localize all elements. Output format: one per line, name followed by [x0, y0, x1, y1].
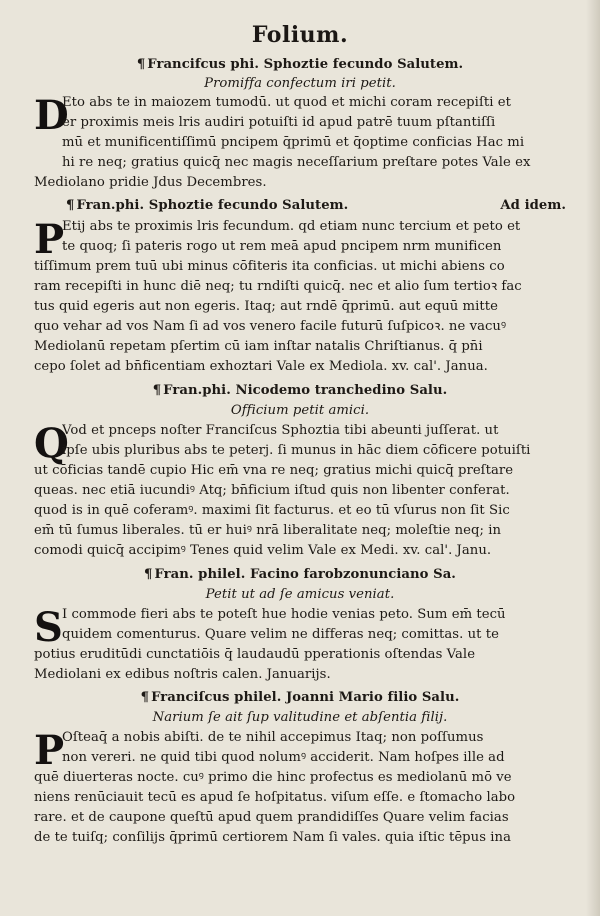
- letter-2-initial: P: [34, 216, 65, 263]
- letter-5-line: de te tuiſq; conſilijs q̄primū certiorem Nam ſi vales. quia iſtic tēpus ina: [34, 830, 512, 845]
- letter-1-line: hi re neq; gratius quicq̄ nec magis neceſſarium preſtare potes Vale ex: [62, 155, 531, 170]
- letter-4-heading: ¶ Fran. philel. Facino farobzonunciano Sa.: [144, 567, 456, 582]
- letter-2-line: te quoq; ſi pateris rogo ut rem meā apud pncipem nrm munificen: [62, 239, 502, 254]
- letter-2-line: ram recepiſti in hunc diē neq; tu rndiſti quicq̄. nec et alio ſum tertioꝛ fac: [34, 279, 522, 294]
- letter-2-heading: ¶ Fran.phi. Sphoztie fecundo Salutem. Ad idem.: [66, 198, 566, 213]
- letter-2-line: tus quid egeris aut non egeris. Itaq; aut rndē q̄primū. aut equū mitte: [34, 299, 498, 314]
- pilcrow-mark: ¶: [144, 567, 153, 582]
- letter-3-initial: Q: [34, 420, 69, 467]
- letter-4-line: quidem comenturus. Quare velim ne differas neq; comittas. ut te: [62, 627, 499, 642]
- letter-4-line: potius eruditūdi cunctatiōis q̄ laudaudū pperationis oſtendas Vale: [34, 647, 476, 662]
- letter-1-subheading: Promiffa confectum iri petit.: [204, 76, 396, 91]
- letter-5-line: Oſteaq̄ a nobis abiſti. de te nihil accepimus Itaq; non poſſumus: [62, 730, 484, 745]
- letter-4-subheading: Petit ut ad ſe amicus veniat.: [205, 587, 395, 602]
- letter-2-line: Etij abs te proximis lris fecundum. qd etiam nunc tercium et peto et: [62, 219, 521, 234]
- letter-5-subheading: Narium ſe ait ſup valitudine et abſentia filij.: [152, 710, 448, 725]
- letter-1-line: Mediolano pridie Jdus Decembres.: [34, 175, 267, 190]
- letter-1-line: Eto abs te in maiozem tumodū. ut quod et michi coram recepiſti et: [62, 95, 511, 110]
- folio-title: Folium.: [251, 22, 349, 48]
- letter-5-line: rare. et de caupone queſtū apud quem prandidiſſes Quare velim facias: [34, 810, 509, 825]
- letter-4-line: Mediolani ex edibus noſtris calen. Januarijs.: [34, 667, 331, 682]
- letter-1-initial: D: [34, 92, 69, 139]
- letter-2-line: Mediolanū repetam pſertim cū iam inſtar natalis Chriſtianus. q̄ pn̄i: [34, 339, 483, 354]
- letter-3-heading: ¶ Fran.phi. Nicodemo tranchedino Salu.: [152, 383, 448, 398]
- letter-2-line: quo vehar ad vos Nam ſi ad vos venero facile futurū ſuſpicoꝛ. ne vacuꝰ: [34, 319, 507, 334]
- letter-2-line: tiſſimum prem tuū ubi minus cōfiteris ita conficias. ut michi abiens co: [34, 259, 505, 274]
- letter-3-subheading: Officium petit amici.: [230, 403, 370, 418]
- letter-3-line: ut cōficias tandē cupio Hic em̄ vna re neq; gratius michi quicq̄ preſtare: [34, 463, 514, 478]
- letter-5-line: quē diuerteras nocte. cuꝰ primo die hinc profectus es mediolanū mō ve: [34, 770, 512, 785]
- letter-1-line: er proximis meis lris audiri potuiſti id apud patrē tuum pſtantiſſi: [62, 115, 496, 130]
- pilcrow-mark: ¶: [152, 383, 162, 398]
- pilcrow-mark: ¶: [140, 690, 150, 705]
- letter-4-initial: S: [34, 604, 63, 651]
- letter-1-heading: ¶ Francifcus phi. Sphoztie fecundo Salutem.: [136, 57, 464, 72]
- letter-4-line: I commode fieri abs te poteſt hue hodie venias peto. Sum em̄ tecū: [62, 607, 506, 622]
- letter-1-line: mū et munificentiſſimū pncipem q̄primū et q̄optime conficias Hac mi: [62, 135, 525, 150]
- letter-3-line: quod is in quē coferamꝰ. maximi ſit facturus. et eo tū vſurus non ſit Sic: [34, 503, 510, 518]
- letter-5-heading: ¶ Franciſcus philel. Joanni Mario filio Salu.: [140, 690, 460, 705]
- pilcrow-mark: ¶: [66, 198, 75, 213]
- letter-3-line: queas. nec etiā iucundiꝰ Atq; bn̄ficium iſtud quis non libenter conferat.: [34, 483, 510, 498]
- letter-3-line: comodi quicq̄ accipimꝰ Tenes quid velim Vale ex Medi. xv. cal'. Janu.: [34, 543, 492, 558]
- letter-5-line: niens renūciauit tecū es apud ſe hoſpitatus. viſum eſſe. e ſtomacho labo: [34, 790, 516, 805]
- letter-5-line: non vereri. ne quid tibi quod nolumꝰ acciderit. Nam hoſpes ille ad: [62, 750, 505, 765]
- letter-5-initial: P: [34, 727, 65, 774]
- letter-3-line: Vod et pnceps noſter Franciſcus Sphoztia tibi abeunti juſſerat. ut: [62, 423, 499, 438]
- letter-2-line: cepo ſolet ad bn̄ficentiam exhoztari Vale ex Mediola. xv. cal'. Janua.: [34, 359, 488, 374]
- pilcrow-mark: ¶: [136, 57, 146, 72]
- letter-3-line: ipſe ubis pluribus abs te peterj. ſi munus in hāc diem cōficere potuiſti: [62, 443, 531, 458]
- letter-2-heading-extra: Ad idem.: [500, 198, 566, 213]
- letter-3-line: em̄ tū ſumus liberales. tū er huiꝰ nrā liberalitate neq; moleſtie neq; in: [34, 523, 502, 538]
